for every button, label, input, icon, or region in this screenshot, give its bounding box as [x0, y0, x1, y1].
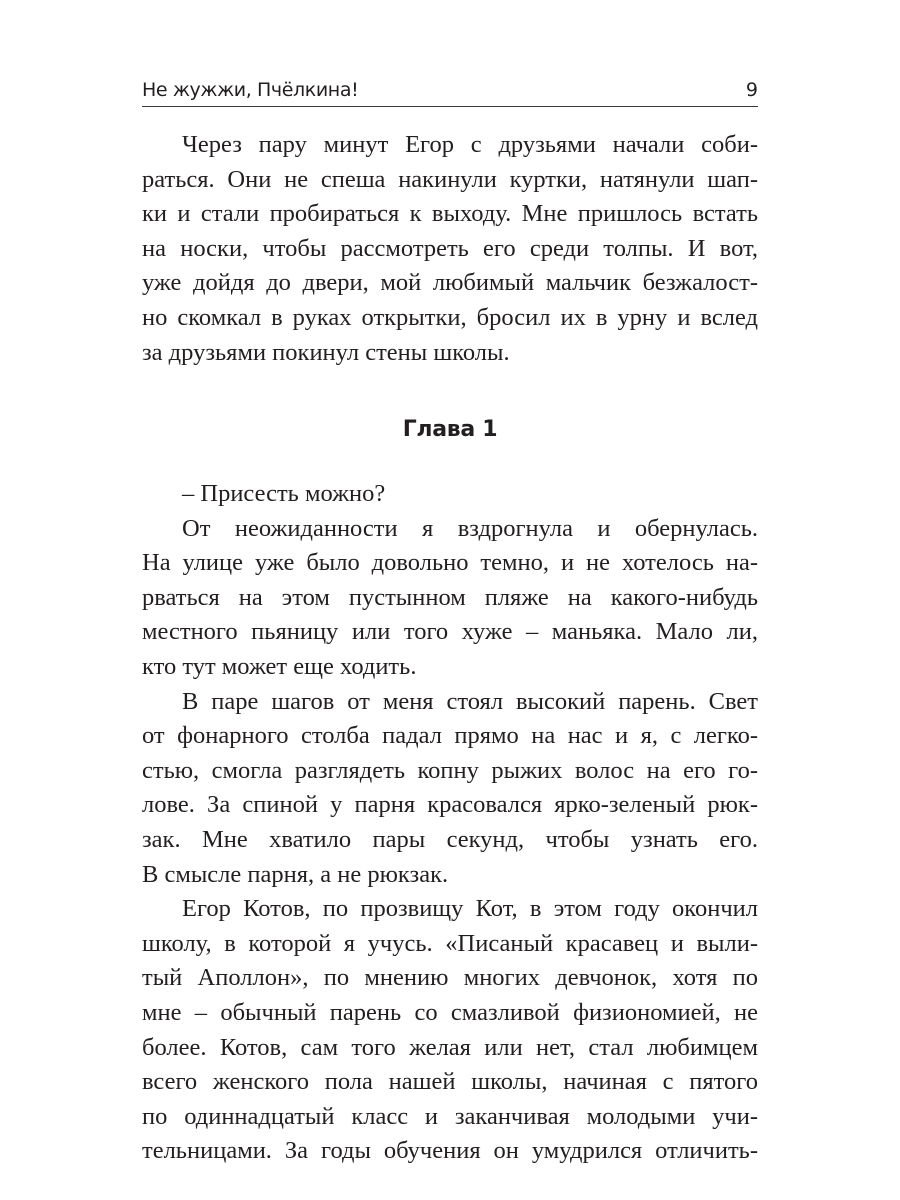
page-number: 9: [745, 79, 758, 101]
text-line: всего женского пола нашей школы, начиная с пятого: [142, 1068, 758, 1096]
running-header: [142, 76, 758, 107]
text-line: от фонарного столба падал прямо на нас и я, с легко-: [142, 722, 758, 750]
text-line: тельницами. За годы обучения он умудрился отличить-: [142, 1137, 758, 1165]
text-line: кто тут может еще ходить.: [142, 652, 417, 680]
text-line: по одиннадцатый класс и заканчивая молодыми учи-: [142, 1102, 758, 1130]
text-line: местного пьяницу или того хуже – маньяка. Мало ли,: [142, 618, 758, 646]
text-line: В смысле парня, а не рюкзак.: [142, 860, 449, 888]
text-line: лове. За спиной у парня красовался ярко-зеленый рюк-: [142, 791, 758, 819]
text-line: стью, смогла разглядеть копну рыжих волос на его го-: [142, 756, 758, 784]
chapter-heading: Глава 1: [402, 417, 498, 442]
book-title: Не жужжи, Пчёлкина!: [142, 79, 359, 101]
text-line: раться. Они не спеша накинули куртки, натянули шап-: [142, 165, 758, 193]
text-line: – Присесть можно?: [182, 480, 386, 507]
text-line: От неожиданности я вздрогнула и обернулась.: [182, 514, 758, 542]
paragraph: [142, 512, 758, 685]
paragraph: [142, 892, 758, 1169]
text-line: рваться на этом пустынном пляже на какого-нибудь: [142, 583, 758, 611]
intro-paragraph: [142, 128, 758, 370]
text-line: мне – обычный парень со смазливой физиономией, не: [142, 998, 758, 1026]
text-line: На улице уже было довольно темно, и не хотелось на-: [142, 549, 758, 577]
text-line: Егор Котов, по прозвищу Кот, в этом году окончил: [182, 895, 758, 923]
text-line: более. Котов, сам того желая или нет, стал любимцем: [142, 1033, 758, 1061]
text-line: уже дойдя до двери, мой любимый мальчик безжалост-: [142, 269, 758, 297]
text-line: тый Аполлон», по мнению многих девчонок, хотя по: [142, 964, 758, 992]
text-line: ки и стали пробираться к выходу. Мне пришлось встать: [142, 200, 758, 228]
paragraph: [142, 685, 758, 893]
text-line: Через пару минут Егор с друзьями начали соби-: [182, 131, 758, 158]
chapter-body: [142, 477, 758, 1169]
text-line: школу, в которой я учусь. «Писаный красавец и выли-: [142, 929, 758, 957]
text-line: но скомкал в руках открытки, бросил их в урну и вслед: [142, 303, 758, 331]
text-line: зак. Мне хватило пары секунд, чтобы узнать его.: [142, 825, 758, 853]
paragraph-dialogue: [142, 477, 758, 512]
text-line: В паре шагов от меня стоял высокий парень. Свет: [182, 687, 758, 715]
text-line: на носки, чтобы рассмотреть его среди толпы. И вот,: [142, 234, 758, 262]
text-line: за друзьями покинул стены школы.: [142, 338, 510, 366]
